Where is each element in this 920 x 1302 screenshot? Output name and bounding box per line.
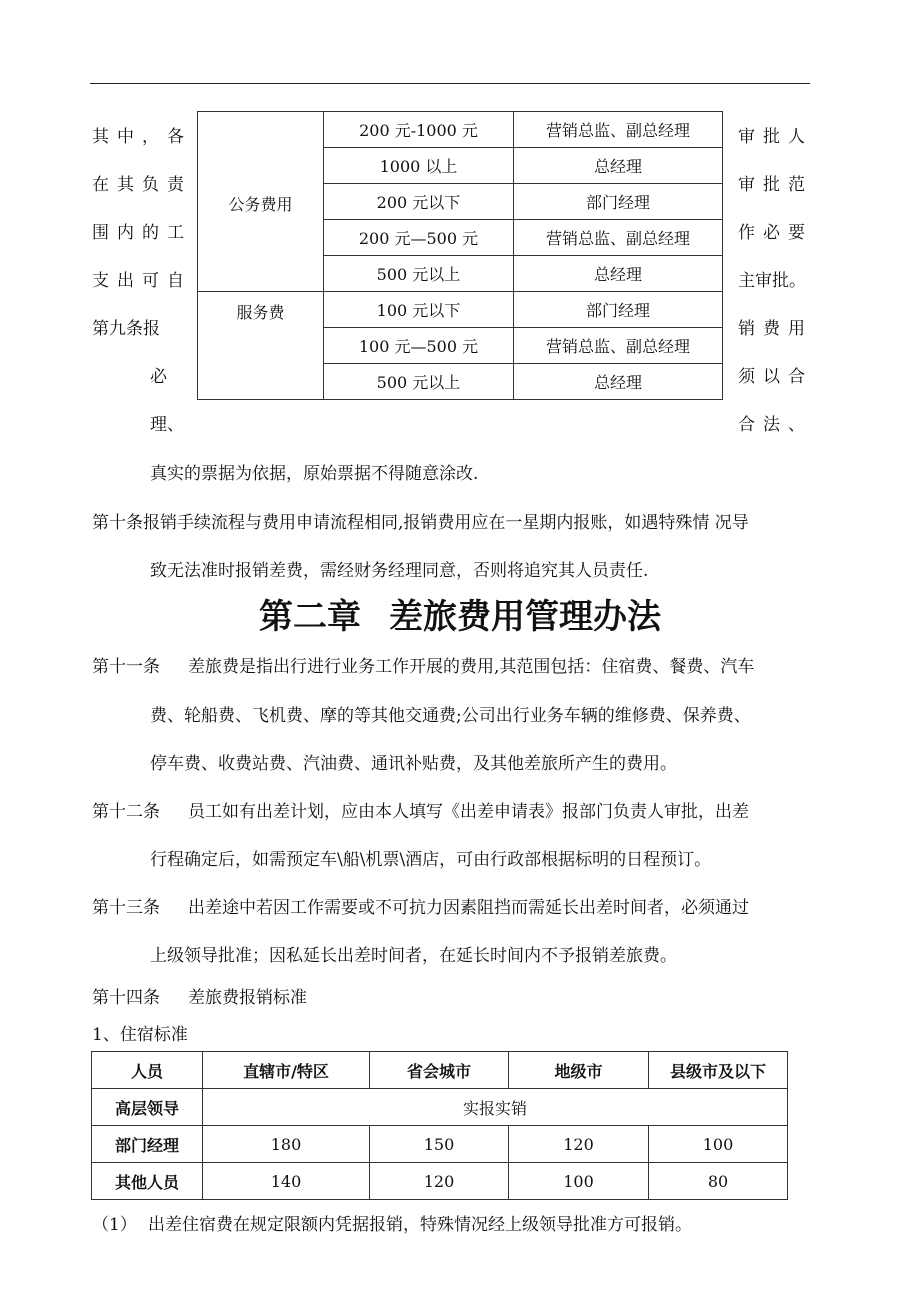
value-cell: 140 [203,1163,370,1200]
article-12-label: 第十二条 [92,802,160,822]
article-11-line-1: 差旅费是指出行进行业务工作开展的费用,其范围包括：住宿费、餐费、汽车 [188,657,755,677]
article-12-line-2: 行程确定后，如需预定车\船\机票\酒店，可由行政部根据标明的日程预订。 [150,850,712,870]
header-cell: 地级市 [509,1052,649,1089]
amount-cell: 200 元-1000 元 [324,112,514,148]
left-fragment-5: 第九条报 [92,319,160,339]
category-service-fee: 服务费 [198,292,324,400]
approver-cell: 总经理 [514,256,723,292]
approver-cell: 营销总监、副总经理 [514,112,723,148]
approver-cell: 部门经理 [514,184,723,220]
value-cell: 80 [649,1163,788,1200]
article-14-line-1: 差旅费报销标准 [188,988,307,1008]
note-1-number: （1） [92,1215,137,1235]
category-public-expense: 公务费用 [198,112,324,292]
value-cell: 100 [649,1126,788,1163]
lodging-standard-heading: 1、住宿标准 [92,1025,188,1045]
header-cell: 省会城市 [370,1052,509,1089]
right-fragment-1: 审批人 [738,127,813,147]
header-cell: 县级市及以下 [649,1052,788,1089]
left-fragment-7: 理、 [150,415,184,435]
lodging-table [91,1051,788,1200]
row-label: 部门经理 [92,1126,203,1163]
article-13-label: 第十三条 [92,898,160,918]
chapter-title: 差旅费用管理办法 [389,597,661,637]
right-fragment-7: 合法、 [738,415,813,435]
article-13-line-1: 出差途中若因工作需要或不可抗力因素阻挡而需延长出差时间者，必须通过 [188,898,749,918]
row-label: 其他人员 [92,1163,203,1200]
approver-cell: 总经理 [514,364,723,400]
approval-table [197,111,723,400]
value-cell: 100 [509,1163,649,1200]
row-label: 高层领导 [92,1089,203,1126]
value-cell: 120 [370,1163,509,1200]
header-rule [90,83,810,84]
right-fragment-5: 销费用 [738,319,813,339]
amount-cell: 100 元—500 元 [324,328,514,364]
value-cell: 150 [370,1126,509,1163]
left-fragment-6: 必 [150,367,167,387]
article-11-label: 第十一条 [92,657,160,677]
left-fragment-2: 在其负责 [92,175,192,195]
amount-cell: 200 元以下 [324,184,514,220]
amount-cell: 500 元以上 [324,256,514,292]
left-fragment-3: 围内的工 [92,223,192,243]
amount-cell: 200 元—500 元 [324,220,514,256]
approver-cell: 部门经理 [514,292,723,328]
article-14-label: 第十四条 [92,988,160,1008]
amount-cell: 1000 以上 [324,148,514,184]
note-1-text: 出差住宿费在规定限额内凭据报销，特殊情况经上级领导批准方可报销。 [148,1215,692,1235]
approver-cell: 总经理 [514,148,723,184]
chapter-heading [0,595,920,639]
article-10-line-2: 致无法准时报销差费，需经财务经理同意，否则将追究其人员责任. [150,561,649,581]
amount-cell: 100 元以下 [324,292,514,328]
header-cell: 人员 [92,1052,203,1089]
value-cell: 180 [203,1126,370,1163]
article-11-line-2: 费、轮船费、飞机费、摩的等其他交通费;公司出行业务车辆的维修费、保养费、 [150,706,751,726]
right-fragment-4: 主审批。 [738,271,806,291]
value-cell: 实报实销 [203,1089,788,1126]
left-fragment-1: 其中，各 [92,127,192,147]
article-9-tail: 真实的票据为依据，原始票据不得随意涂改. [150,464,479,484]
header-cell: 直辖市/特区 [203,1052,370,1089]
right-fragment-2: 审批范 [738,175,813,195]
left-fragment-4: 支出可自 [92,271,192,291]
value-cell: 120 [509,1126,649,1163]
amount-cell: 500 元以上 [324,364,514,400]
right-fragment-3: 作必要 [738,223,813,243]
article-11-line-3: 停车费、收费站费、汽油费、通讯补贴费，及其他差旅所产生的费用。 [150,754,677,774]
article-13-line-2: 上级领导批准；因私延长出差时间者，在延长时间内不予报销差旅费。 [150,946,677,966]
article-10-line-1: 第十条报销手续流程与费用申请流程相同,报销费用应在一星期内报账，如遇特殊情 况导 [92,513,749,533]
chapter-number: 第二章 [259,597,361,637]
approver-cell: 营销总监、副总经理 [514,328,723,364]
article-12-line-1: 员工如有出差计划，应由本人填写《出差申请表》报部门负责人审批，出差 [188,802,749,822]
approver-cell: 营销总监、副总经理 [514,220,723,256]
right-fragment-6: 须以合 [738,367,813,387]
